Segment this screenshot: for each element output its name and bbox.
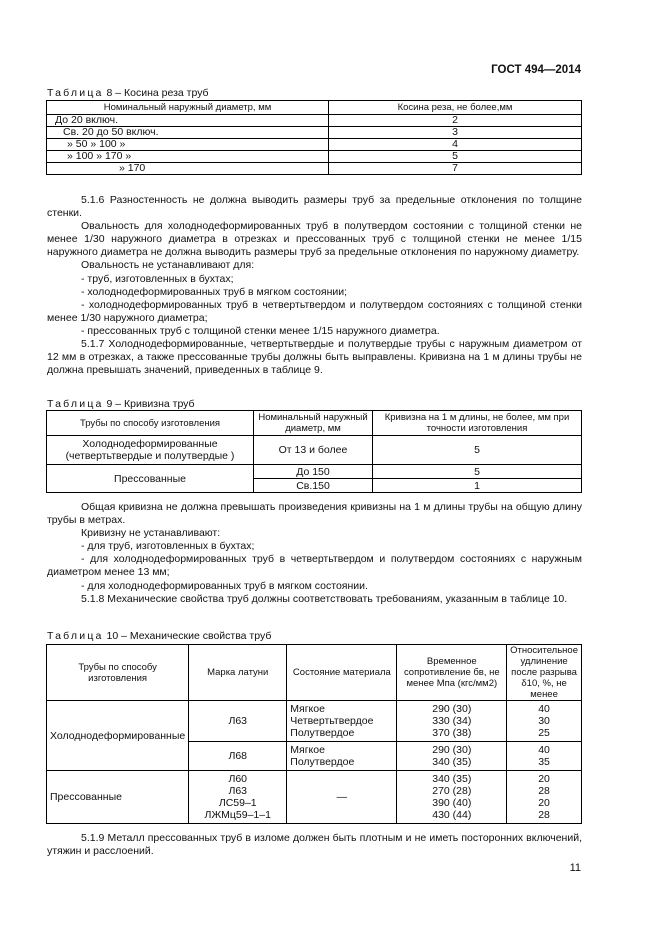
table-9 [46, 410, 582, 493]
table-8 [46, 100, 582, 175]
table-row: » 170 7 [47, 163, 582, 175]
table10-header-strength: Временное сопротивление бв, не менее Мпа (кгс/мм2) [397, 645, 507, 701]
table9-header-type: Трубы по способу изготовления [47, 411, 254, 436]
table9-header-curvature: Кривизна на 1 м длины, не более, мм при точности изготовления [373, 411, 582, 436]
table8-caption: Таблица 8 – Косина реза труб [47, 87, 209, 99]
table8-header-bevel: Косина реза, не более,мм [329, 101, 582, 115]
table-row: До 20 включ. 2 [47, 115, 582, 127]
table-row: Св.150 1 [47, 479, 582, 493]
table9-caption: Таблица 9 – Кривизна труб [47, 398, 195, 410]
table10-caption: Таблица 10 – Механические свойства труб [47, 630, 272, 642]
page-number: 11 [569, 862, 581, 874]
table-row: Холоднодеформированные (четвертьтвердые и полутвердые ) От 13 и более 5 [47, 436, 582, 465]
text-block-1: 5.1.6 Разностенность не должна выводить размеры труб за предельные отклонения по толщине стенки. Овальность для холоднодеформированных труб в полутвердом состоянии с толщиной стенки не менее 1/30 наружного диаметра в отрезках и прессованных труб с толщиной стенки не менее 1/15 наружного диаметра не должна выводить размеры труб за предельные отклонения по наружному диаметру. Овальность не устанавливают для: - труб, изготовленных в бухтах; - холоднодеформированных труб в мягком состоянии; - холоднодеформированных труб в четвертьтвердом и полутвердом состояниях с толщиной стенки менее 1/30 наружного диаметра; - прессованных труб с толщиной стенки менее 1/15 наружного диаметра. 5.1.7 Холоднодеформированные, четвертьтвердые и полутвердые трубы с наружным диаметром от 12 мм в отрезках, а также прессованные трубы должны быть выправлены. Кривизна на 1 м длины трубы не должна превышать значений, приведенных в таблице 9. [47, 194, 582, 377]
table10-header-grade: Марка латуни [189, 645, 287, 701]
table-row: Прессованные Л60 Л63 ЛС59–1 ЛЖМц59–1–1 — 340 (35) 270 (28) 390 (40) 430 (44) 20 28 20 28 [47, 771, 582, 824]
table-row: » 100 » 170 » 5 [47, 151, 582, 163]
table10-header-type: Трубы по способу изготовления [47, 645, 189, 701]
table-row: Св. 20 до 50 включ. 3 [47, 127, 582, 139]
table-row: Холоднодеформированные Л63 Мягкое Четвертьтвердое Полутвердое 290 (30) 330 (34) 370 (38) 40 30 25 [47, 701, 582, 742]
text-block-2: Общая кривизна не должна превышать произведения кривизны на 1 м длины трубы на общую длину трубы в метрах. Кривизну не устанавливают: - для труб, изготовленных в бухтах; - для холоднодеформированных труб в четвертьтвердом и полутвердом состояниях с наружным диаметром менее 13 мм; - для холоднодеформированных труб в мягком состоянии. 5.1.8 Механические свойства труб должны соответствовать требованиям, указанным в таблице 10. [47, 501, 582, 605]
table8-header-diameter: Номинальный наружный диаметр, мм [47, 101, 329, 115]
table-row: » 50 » 100 » 4 [47, 139, 582, 151]
table-10 [46, 644, 582, 824]
table10-header-state: Состояние материала [287, 645, 397, 701]
table-row: Л68 Мягкое Полутвердое 290 (30) 340 (35) 40 35 [47, 742, 582, 771]
table10-header-elongation: Относительное удлинение после разрыва δ10, %, не менее [507, 645, 582, 701]
text-block-3: 5.1.9 Металл прессованных труб в изломе должен быть плотным и не иметь посторонних включений, утяжин и расслоений. [47, 832, 582, 858]
table9-header-diameter: Номинальный наружный диаметр, мм [254, 411, 373, 436]
table-row: Прессованные До 150 5 [47, 465, 582, 479]
standard-header: ГОСТ 494—2014 [491, 64, 581, 76]
